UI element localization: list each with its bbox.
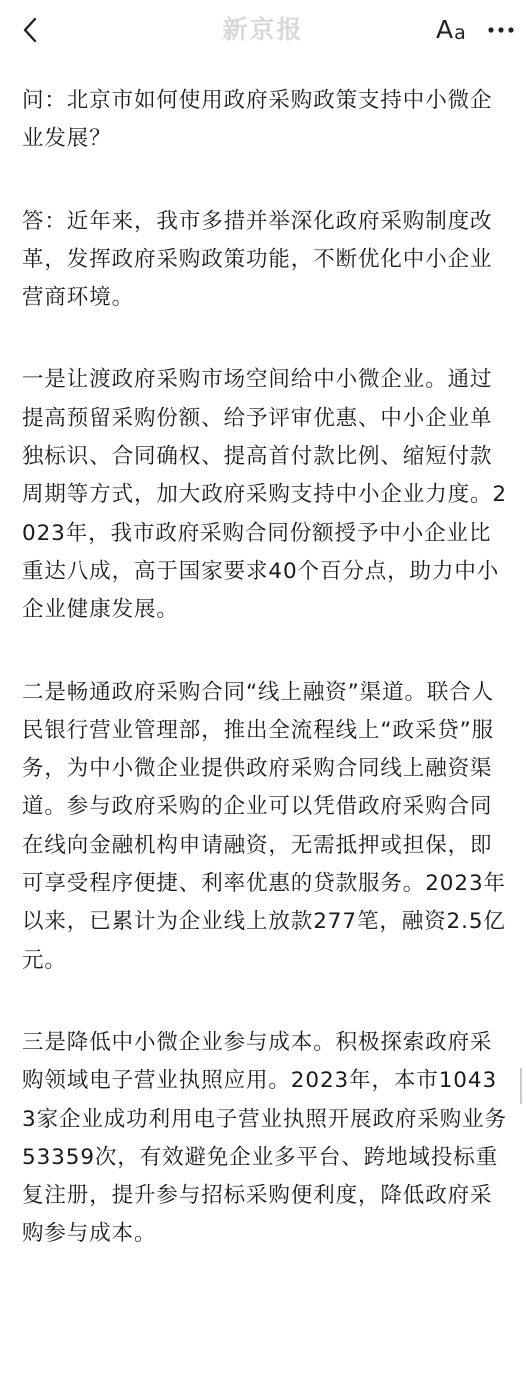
article-body xyxy=(22,82,510,1298)
scrollbar-thumb[interactable] xyxy=(520,1068,522,1104)
article-paragraph-point-3: 三是降低中小微企业参与成本。积极探索政府采购领域电子营业执照应用。2023年，本市10433家企业成功利用电子营业执照开展政府采购业务53359次，有效避免企业多平台、跨地域投标重复注册，提升参与招标采购便利度，降低政府采购参与成本。 xyxy=(22,1029,507,1247)
font-size-button[interactable] xyxy=(436,12,466,48)
article-paragraph-point-1: 一是让渡政府采购市场空间给中小微企业。通过提高预留采购份额、给予评审优惠、中小企业单独标识、合同确权、提高首付款比例、缩短付款周期等方式，加大政府采购支持中小企业力度。2023年，我市政府采购合同份额授予中小企业比重达八成，高于国家要求40个百分点，助力中小企业健康发展。 xyxy=(22,367,507,623)
font-size-label-big: A xyxy=(436,15,454,44)
font-size-label-small: a xyxy=(454,21,466,44)
article-paragraph-point-2: 二是畅通政府采购合同“线上融资”渠道。联合人民银行营业管理部，推出全流程线上“政采贷”服务，为中小微企业提供政府采购合同线上融资渠道。参与政府采购的企业可以凭借政府采购合同在线向金融机构申请融资，无需抵押或担保，即可享受程序便捷、利率优惠的贷款服务。2023年以来，已累计为企业线上放款277笔，融资2.5亿元。 xyxy=(22,679,506,973)
more-horizontal-icon xyxy=(487,26,515,34)
more-button[interactable] xyxy=(484,14,518,46)
page-title: 新京报 xyxy=(222,15,304,44)
article-paragraph-answer: 答：近年来，我市多措并举深化政府采购制度改革，发挥政府采购政策功能，不断优化中小企业营商环境。 xyxy=(22,208,493,311)
article-paragraph-question: 问：北京市如何使用政府采购政策支持中小微企业发展？ xyxy=(22,88,493,152)
top-bar xyxy=(0,0,526,60)
